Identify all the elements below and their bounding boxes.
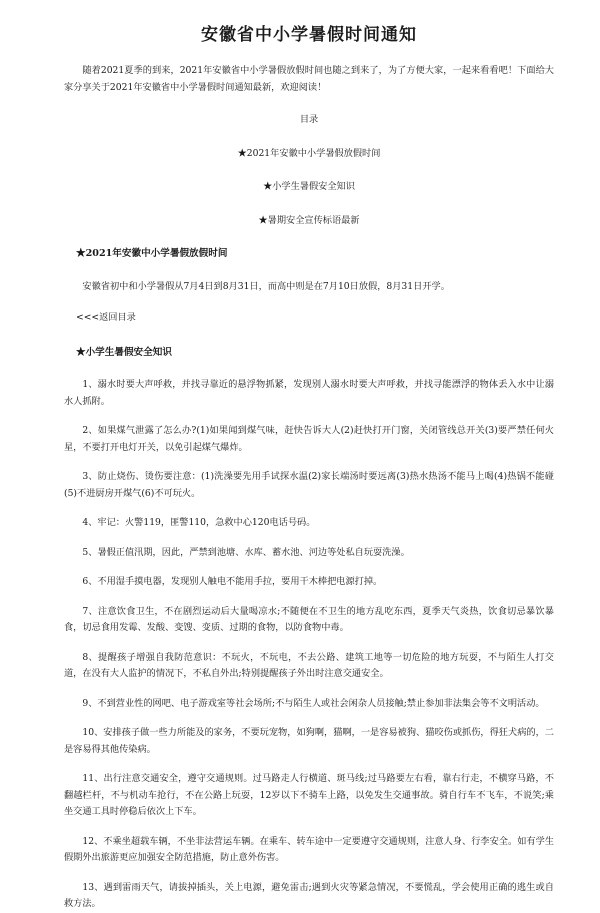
list-item: 6、不用湿手摸电器，发现别人触电不能用手拉，要用干木棒把电源打掉。 [82,576,383,587]
intro-paragraph: 随着2021夏季的到来，2021年安徽省中小学暑假放假时间也随之到来了，为了方便大家，一起来看看吧！下面给大家分享关于2021年安徽省中小学暑假时间通知最新，欢迎阅读！ [64,65,554,93]
list-item: 9、不到营业性的网吧、电子游戏室等社会场所;不与陌生人或社会闲杂人员接触;禁止参加非法集会等不文明活动。 [82,697,545,709]
list-item: 2、如果煤气泄露了怎么办?(1)如果闻到煤气味，赶快告诉大人(2)赶快打开门窗，关闭管线总开关(3)要严禁任何火星，不要打开电灯开关，以免引起煤气爆炸。 [64,425,554,453]
list-item: 5、暑假正值汛期，因此，严禁到池塘、水库、蓄水池、河边等处私自玩耍洗澡。 [82,546,410,558]
table-of-contents [64,112,554,229]
back-to-toc-link[interactable]: <<<返回目录 [76,312,136,323]
toc-link-holiday-time[interactable]: ★2021年安徽中小学暑假放假时间 [237,147,381,159]
safety-tips-list [64,377,554,913]
list-item: 3、防止烧伤、烫伤要注意：(1)洗澡要先用手试探水温(2)家长端汤时要远离(3)热水热汤不能马上喝(4)热锅不能碰(5)不进厨房开煤气(6)不可玩火。 [64,471,554,499]
list-item: 13、遇到雷雨天气，请拔掉插头，关上电源，避免雷击;遇到火灾等紧急情况，不要慌乱，学会使用正确的逃生或自救方法。 [64,881,554,909]
list-item: 1、溺水时要大声呼救，并找寻靠近的悬浮物抓紧，发现别人溺水时要大声呼救，并找寻能漂浮的物体丢入水中让溺水人抓附。 [64,379,554,407]
section-heading-safety-knowledge: ★小学生暑假安全知识 [76,346,172,358]
list-item: 11、出行注意交通安全，遵守交通规则。过马路走人行横道、斑马线;过马路要左右看，靠右行走，不横穿马路，不翻越栏杆，不与机动车抢行，不在公路上玩耍，12岁以下不骑车上路，以免发生交通事故。骑自行车不飞车，不说笑;乘坐交通工具时停稳后依次上下车。 [64,773,554,817]
list-item: 7、注意饮食卫生，不在剧烈运动后大量喝凉水;不随便在不卫生的地方乱吃东西，夏季天气炎热，饮食切忌暴饮暴食，切忌食用发霉、发酸、变馊、变质、过期的食物，以防食物中毒。 [64,605,554,633]
section-heading-holiday-time: ★2021年安徽中小学暑假放假时间 [76,248,228,259]
list-item: 8、提醒孩子增强自我防范意识：不玩火，不玩电，不去公路、建筑工地等一切危险的地方玩耍，不与陌生人打交道，在没有大人监护的情况下，不私自外出;特别提醒孩子外出时注意交通安全。 [64,651,554,679]
list-item: 12、不乘坐超载车辆，不坐非法营运车辆。在乘车、转车途中一定要遵守交通规则，注意人身、行李安全。如有学生假期外出旅游更应加强安全防范措施，防止意外伤害。 [64,835,554,863]
page-title: 安徽省中小学暑假时间通知 [201,25,417,45]
toc-link-safety-knowledge[interactable]: ★小学生暑假安全知识 [263,181,355,192]
list-item: 4、牢记：火警119，匪警110，急救中心120电话号码。 [82,517,316,528]
toc-heading: 目录 [299,114,319,125]
list-item: 10、安排孩子做一些力所能及的家务，不要玩宠物，如狗啊，猫啊，一是容易被狗、猫咬伤或抓伤，得狂犬病的，二是容易得其他传染病。 [64,727,554,755]
toc-link-safety-slogans[interactable]: ★暑期安全宣传标语最新 [258,214,360,226]
holiday-time-paragraph: 安徽省初中和小学暑假从7月4日到8月31日，而高中则是在7月10日放假，8月31日开学。 [82,280,450,292]
